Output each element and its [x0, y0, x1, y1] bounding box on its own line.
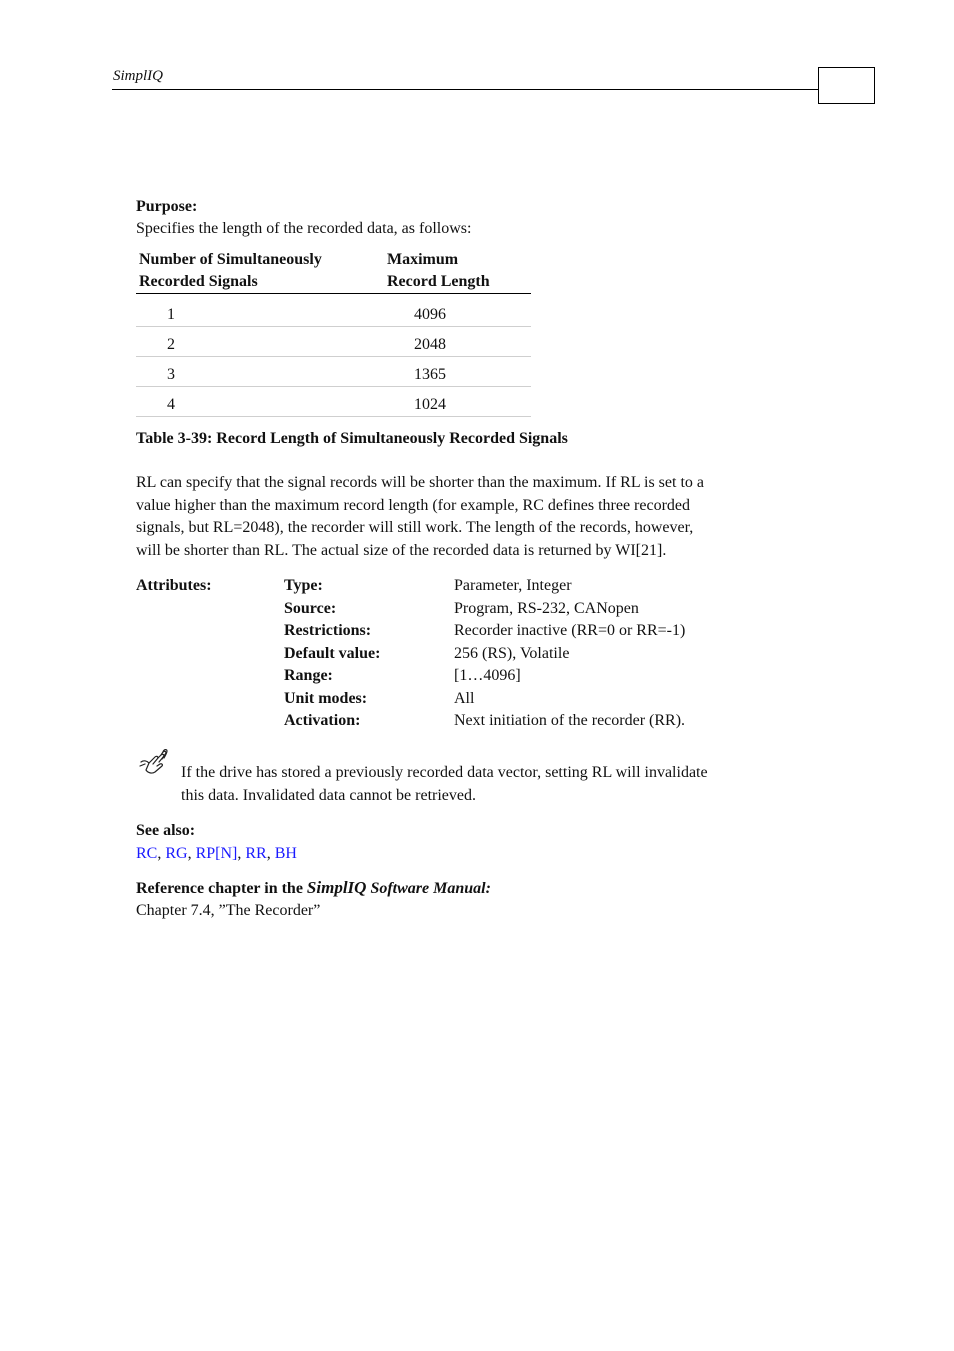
column-header-length-line1: Maximum — [387, 251, 459, 268]
link-separator: , — [157, 845, 166, 862]
note-line: If the drive has stored a previously recorded data vector, setting RL will invalidate — [181, 764, 708, 781]
reference-chapter: Chapter 7.4, ”The Recorder” — [136, 902, 321, 919]
column-header-signals-line2: Recorded Signals — [139, 273, 258, 290]
attribute-value-activation: Next initiation of the recorder (RR). — [454, 712, 686, 729]
table-caption: Table 3-39: Record Length of Simultaneously Recorded Signals — [136, 430, 568, 447]
attributes-label: Attributes: — [136, 577, 212, 594]
record-length-table — [136, 249, 531, 417]
description-line: RL can specify that the signal records will be shorter than the maximum. If RL is set to a — [136, 474, 704, 491]
link-rp-n[interactable]: RP[N] — [195, 845, 238, 862]
cell-signals: 2 — [136, 327, 384, 357]
table-row — [136, 387, 531, 417]
description-line: will be shorter than RL. The actual size of the recorded data is returned by WI[21]. — [136, 541, 667, 559]
cell-length: 1365 — [384, 357, 531, 387]
attribute-value-source: Program, RS-232, CANopen — [454, 599, 639, 617]
reference-label-prefix: Reference chapter in the — [136, 880, 307, 897]
header-rule — [112, 89, 818, 90]
attribute-value-type: Parameter, Integer — [454, 577, 572, 594]
see-also-label: See also: — [136, 822, 196, 839]
link-separator: , — [266, 845, 275, 862]
link-rc[interactable]: RC — [136, 845, 158, 862]
purpose-text: Specifies the length of the recorded data, as follows: — [136, 220, 472, 237]
reference-brand: SimplIQ — [306, 878, 367, 897]
link-rr[interactable]: RR — [245, 845, 267, 862]
attribute-keys — [284, 575, 380, 733]
description-paragraph — [136, 472, 816, 562]
cell-length: 1024 — [384, 387, 531, 417]
attribute-key-default: Default value: — [284, 644, 381, 662]
cell-length: 4096 — [384, 294, 531, 327]
cell-signals: 4 — [136, 387, 384, 417]
attribute-key-restrictions: Restrictions: — [284, 622, 372, 639]
header-brand: SimplIQ — [113, 68, 163, 84]
attribute-key-activation: Activation: — [284, 712, 361, 729]
attribute-value-default: 256 (RS), Volatile — [454, 644, 570, 662]
table-row — [136, 357, 531, 387]
note-hand-icon — [138, 748, 170, 778]
column-header-signals-line1: Number of Simultaneously — [139, 251, 322, 268]
description-line: signals, but RL=2048), the recorder will still work. The length of the records, however, — [136, 519, 694, 536]
table-row — [136, 327, 531, 357]
table-header-row — [136, 249, 531, 294]
cell-signals: 3 — [136, 357, 384, 387]
link-separator: , — [187, 845, 196, 862]
reference-label-suffix: Software Manual: — [366, 880, 491, 897]
reference-label — [136, 877, 491, 901]
see-also-links — [136, 843, 297, 866]
note-line: this data. Invalidated data cannot be retrieved. — [181, 786, 476, 804]
attribute-values — [454, 575, 685, 733]
attribute-value-restrictions: Recorder inactive (RR=0 or RR=-1) — [454, 622, 686, 639]
cell-signals: 1 — [136, 294, 384, 327]
attribute-key-source: Source: — [284, 599, 337, 617]
link-rg[interactable]: RG — [165, 845, 188, 862]
column-header-length-line2: Record Length — [387, 273, 490, 290]
attribute-value-range: [1…4096] — [454, 667, 521, 684]
table-row — [136, 294, 531, 327]
attribute-key-range: Range: — [284, 667, 333, 684]
attribute-key-type: Type: — [284, 577, 323, 594]
cell-length: 2048 — [384, 327, 531, 357]
note-text — [181, 762, 821, 807]
purpose-label: Purpose: — [136, 198, 198, 215]
column-header-signals — [136, 249, 384, 294]
attribute-value-unit-modes: All — [454, 689, 475, 707]
link-bh[interactable]: BH — [274, 845, 297, 862]
link-separator: , — [237, 845, 246, 862]
attribute-key-unit-modes: Unit modes: — [284, 689, 368, 707]
page-number-box — [818, 67, 875, 104]
description-line: value higher than the maximum record length (for example, RC defines three recorded — [136, 496, 691, 514]
column-header-length — [384, 249, 531, 294]
